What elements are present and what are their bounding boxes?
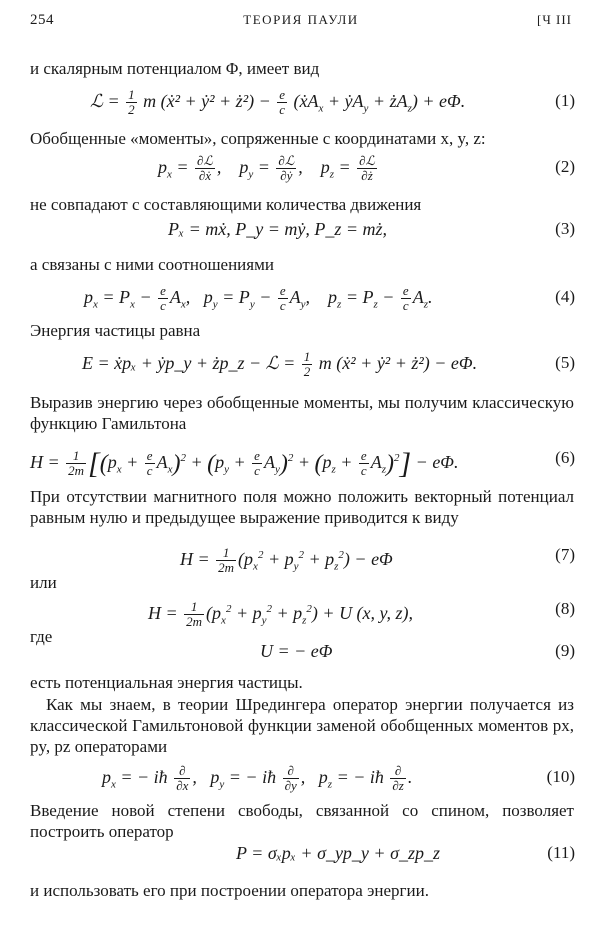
equation-4: $p_x = P_x$ − $\frac{e}{c}$ $A_x$, $p_y = P_y$ − $\frac{e}{c}$ $A_y$, $p_z = P_z$ − $\frac{e}{c}$ $A_z$. (4)	[30, 278, 575, 316]
eq3-number: (3)	[555, 219, 575, 238]
page-number: 254	[30, 12, 54, 28]
eq5-right: m (ẋ² + ẏ² + ż²) − eΦ.	[318, 353, 478, 373]
eq1-lhs: ℒ =	[90, 91, 120, 111]
eq10-number: (10)	[546, 767, 575, 786]
equation-1: ℒ = $\frac{1}{2}$ m (ẋ² + ẏ² + ż²) − $\frac{e}{c}$ (ẋA$_x$ + ẏA$_y$ + $żA_z) + e\Phi$. (1)	[30, 82, 575, 120]
eq5-number: (5)	[555, 353, 575, 372]
eq7-number: (7)	[555, 545, 575, 564]
paragraph-8: или	[30, 573, 57, 592]
paragraph-3: не совпадают с составляющими количества движения	[30, 195, 422, 214]
paragraph-12: Введение новой степени свободы, связанной со спином, позволяет построить оператор	[30, 801, 574, 841]
paragraph-11: Как мы знаем, в теории Шредингера оператор энергии получается из классической Гамильтоновой функции заменой обобщенных моментов px, py, pz операторами	[30, 695, 574, 756]
eq1-e-over-c: $\frac{e}{c}$	[279, 87, 286, 118]
eq1-number: (1)	[555, 91, 575, 110]
paragraph-9: где	[30, 627, 53, 646]
paragraph-5: Энергия частицы равна	[30, 321, 201, 340]
running-title: ТЕОРИЯ ПАУЛИ	[243, 12, 359, 27]
paragraph-10: есть потенциальная энергия частицы.	[30, 673, 303, 692]
paragraph-6: Выразив энергию через обобщенные моменты, мы получим классическую функцию Гамильтона	[30, 393, 574, 433]
equation-2: $p_x$ = ∂ℒ ∂ẋ , $p_y$ = ∂ℒ ∂ẏ , $p_z$ = ∂ℒ ∂ż (2)	[30, 148, 575, 186]
eq5-left: E = ẋpₓ + ẏp_y + żp_z − ℒ =	[82, 353, 296, 373]
eq2-number: (2)	[555, 157, 575, 176]
eq1-part: ) + eΦ.	[411, 91, 466, 111]
equation-3	[30, 210, 575, 248]
equation-8: H = $\frac{1}{2m}$ $(p_x^2 + p_y^2 + p_z^2) + U$ (x, y, z), (8)	[30, 590, 575, 628]
eq6-number: (6)	[555, 448, 575, 467]
eq8-number: (8)	[555, 599, 575, 618]
eq11-number: (11)	[547, 843, 575, 862]
paragraph-2: Обобщенные «моменты», сопряженные с координатами x, y, z:	[30, 129, 486, 148]
eq1-part: + żA	[368, 91, 408, 111]
equation-6: H = $\frac{1}{2m}$ [($p_x$ + $\frac{e}{c}$ $A_x)^2 + (p_y$ + $\frac{e}{c}$ $A_y)^2 + (p_z$ + $\frac{e}{c}$ $A_z)^2] - e\Phi$. (6)	[30, 436, 575, 480]
eq9-text: U = − eΦ	[260, 641, 333, 661]
running-header	[30, 12, 572, 36]
eq3-text: Pₓ = mẋ, P_y = mẏ, P_z = mż,	[168, 219, 388, 239]
equation-5: E = ẋpₓ + ẏp_y + żp_z − ℒ = $\frac{1}{2}$ m (ẋ² + ẏ² + ż²) − eΦ. (5)	[30, 344, 575, 382]
eq1-half-fraction: $\frac{1}{2}$	[128, 87, 135, 118]
eq4-number: (4)	[555, 287, 575, 306]
paragraph-13: и использовать его при построении оператора энергии.	[30, 881, 429, 900]
equation-10: $p_x$ = − iħ ∂ ∂x , $p_y$ = − iħ ∂ ∂y , $p_z$ = − iħ ∂ ∂z . (10)	[30, 758, 575, 796]
paragraph-7: При отсутствии магнитного поля можно положить векторный потенциал равным нулю и предыдущее выражение приводится к виду	[30, 487, 574, 527]
equation-7: H = $\frac{1}{2m}$ $(p_x^2 + p_y^2 + p_z^2) - e\Phi$ (7)	[30, 536, 575, 574]
paragraph-4: а связаны с ними соотношениями	[30, 255, 274, 274]
eq1-part: (ẋA	[293, 91, 319, 111]
equation-9	[30, 632, 575, 670]
eq9-number: (9)	[555, 641, 575, 660]
chapter-marker: [Ч III	[536, 12, 572, 27]
eq11-text: P = σₓpₓ + σ_yp_y + σ_zp_z	[236, 843, 440, 863]
eq1-part: + ẏA	[323, 91, 364, 111]
eq1-kinetic: m (ẋ² + ẏ² + ż²) −	[143, 91, 271, 111]
paragraph-1: и скалярным потенциалом Φ, имеет вид	[30, 59, 320, 78]
equation-11	[30, 834, 575, 872]
